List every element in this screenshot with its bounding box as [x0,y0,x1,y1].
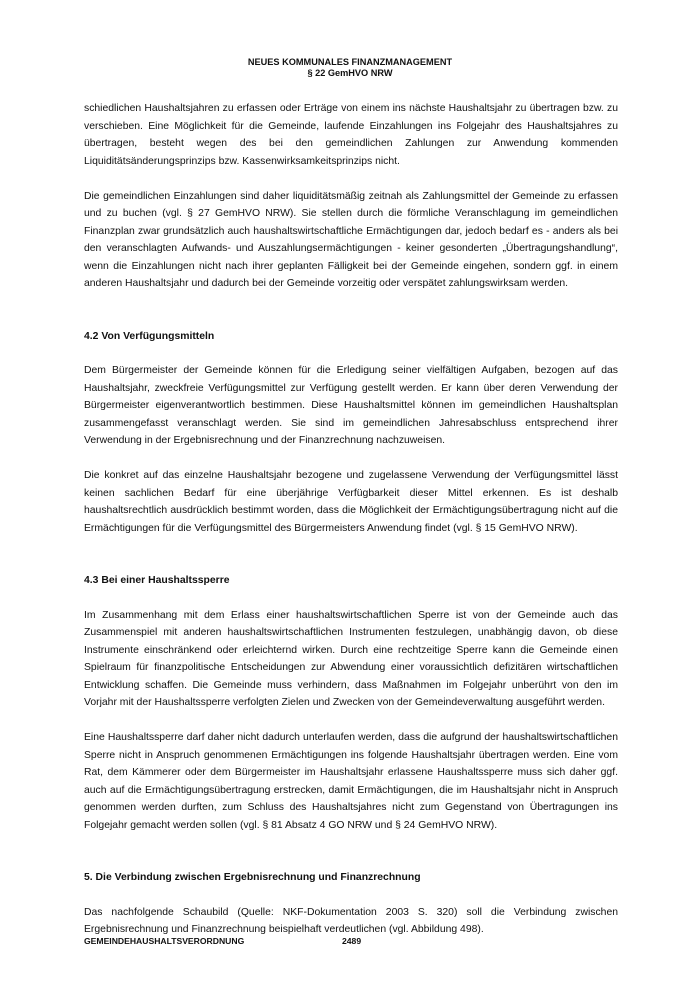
paragraph: schiedlichen Haushaltsjahren zu erfassen oder Erträge von einem ins nächste Haushaltsjahr zu übertragen bzw. zu verschieben. Eine Möglichkeit für die Gemeinde, laufende Einzahlungen ins Folgejahr des Haushaltsjahres zu übertragen, besteht wegen des bei den gemeindlichen Zahlungen zur Anwendung kommenden Liquiditätsänderungsprinzips bzw. Kassenwirksamkeitsprinzips nicht. [84,103,618,167]
page-number: 2489 [342,936,362,946]
paragraph: Im Zusammenhang mit dem Erlass einer haushaltswirtschaftlichen Sperre ist von der Gemeinde auch das Zusammenspiel mit anderen haushaltswirtschaftlichen Instrumenten festzulegen, unabhängig davon, ob diese Instrumente einschränkend oder erleichternd wirken. Durch eine rechtzeitige Sperre kann die Gemeinde einen Spielraum für finanzpolitische Entscheidungen zur Abwendung einer voraussichtlich defizitären wirtschaftlichen Entwicklung schaffen. Die Gemeinde muss verhindern, dass Maßnahmen im Folgejahr unberührt von den im Vorjahr mit der Haushaltssperre verfolgten Zielen und Zwecken von der Gemeindeverwaltung ausgeführt werden. [84,609,618,708]
paragraph: Das nachfolgende Schaubild (Quelle: NKF-Dokumentation 2003 S. 320) soll die Verbindung zwischen Ergebnisrechnung und Finanzrechnung beispielhaft verdeutlichen (vgl. Abbildung 498). [84,906,618,935]
document-body [84,100,618,939]
paragraph: Die konkret auf das einzelne Haushaltsjahr bezogene und zugelassene Verwendung der Verfügungsmittel lässt keinen sachlichen Bedarf für eine überjährige Verfügbarkeit dieser Mittel erkennen. Es ist deshalb haushaltsrechtlich ausdrücklich bestimmt worden, dass die Möglichkeit der Ermächtigungsübertragung nicht auf die Ermächtigungen für die Verfügungsmittel des Bürgermeisters Anwendung findet (vgl. § 15 GemHVO NRW). [84,470,618,534]
section-heading: 4.3 Bei einer Haushaltssperre [84,575,230,586]
section-heading: 5. Die Verbindung zwischen Ergebnisrechnung und Finanzrechnung [84,872,421,883]
footer-title: GEMEINDEHAUSHALTSVERORDNUNG [84,936,245,946]
page-header [0,57,700,79]
header-title: NEUES KOMMUNALES FINANZMANAGEMENT [247,57,453,67]
paragraph: Die gemeindlichen Einzahlungen sind daher liquiditätsmäßig zeitnah als Zahlungsmittel der Gemeinde zu erfassen und zu buchen (vgl. § 27 GemHVO NRW). Sie stellen durch die förmliche Veranschlagung im gemeindlichen Finanzplan zwar grundsätzlich auch haushaltswirtschaftliche Ermächtigungen dar, jedoch bedarf es - anders als bei den veranschlagten Aufwands- und Auszahlungsermächtigungen - keiner gesonderten „Übertragungshandlung“, wenn die Einzahlungen nicht nach ihrer geplanten Fälligkeit bei der Gemeinde eingehen, sondern ggf. in einem anderen Haushaltsjahr und dadurch bei der Gemeinde vorzeitig oder verspätet zahlungswirksam werden. [84,190,618,289]
paragraph: Eine Haushaltssperre darf daher nicht dadurch unterlaufen werden, dass die aufgrund der haushaltswirtschaftlichen Sperre nicht in Anspruch genommenen Ermächtigungen ins folgende Haushaltsjahr übertragen werden. Eine vom Rat, dem Kämmerer oder dem Bürgermeister im Haushaltsjahr erlassene Haushaltssperre muss sich daher ggf. auch auf die Ermächtigungsübertragung erstrecken, damit Ermächtigungen, die im Haushaltsjahr nicht in Anspruch genommen werden durften, zum Schluss des Haushaltsjahres nicht zum Gegenstand von Übertragungen ins Folgejahr gemacht werden sollen (vgl. § 81 Absatz 4 GO NRW und § 24 GemHVO NRW). [84,732,618,831]
header-subtitle: § 22 GemHVO NRW [307,68,393,78]
section-heading: 4.2 Von Verfügungsmitteln [84,330,215,342]
paragraph: Dem Bürgermeister der Gemeinde können für die Erledigung seiner vielfältigen Aufgaben, bezogen auf das Haushaltsjahr, zweckfreie Verfügungsmittel zur Verfügung gestellt werden. Er kann über deren Verwendung der Bürgermeister eigenverantwortlich bestimmen. Diese Haushaltsmittel können im gemeindlichen Haushaltsplan zusammengefasst veranschlagt werden. Sie sind im gemeindlichen Jahresabschluss entsprechend ihrer Verwendung in der Ergebnisrechnung und der Finanzrechnung nachzuweisen. [84,365,618,446]
